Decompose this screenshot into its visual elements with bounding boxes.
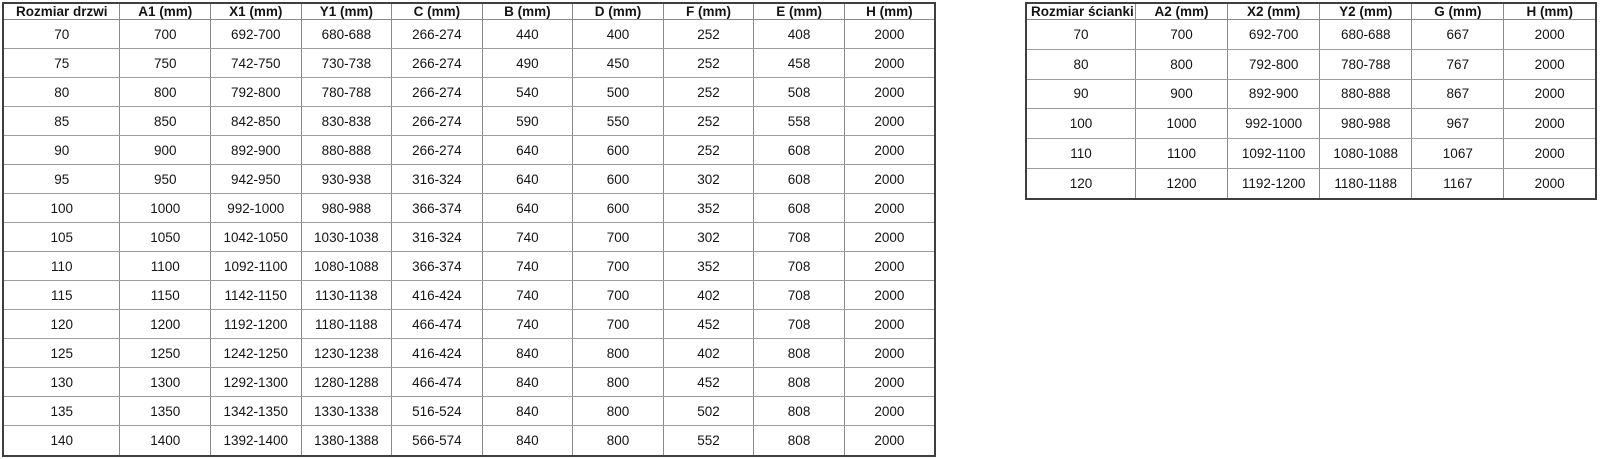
- table-row: [3, 165, 935, 194]
- table-cell: 110: [1026, 139, 1135, 169]
- table-cell: 366-374: [392, 252, 483, 281]
- table-cell: 2000: [844, 426, 935, 456]
- table-cell: 930-938: [301, 165, 392, 194]
- table-cell: 1150: [120, 281, 211, 310]
- table-cell: 892-900: [1228, 79, 1320, 109]
- table-cell: 140: [3, 426, 120, 456]
- table-cell: 708: [754, 223, 845, 252]
- table-cell: 640: [482, 136, 573, 165]
- column-header: X1 (mm): [211, 3, 302, 20]
- table-cell: 767: [1412, 49, 1504, 79]
- table-cell: 792-800: [211, 78, 302, 107]
- table-row: [3, 281, 935, 310]
- table-cell: 416-424: [392, 281, 483, 310]
- table-cell: 2000: [844, 252, 935, 281]
- table-cell: 2000: [844, 368, 935, 397]
- table-cell: 558: [754, 107, 845, 136]
- table-row: [3, 20, 935, 49]
- table-row: [1026, 109, 1596, 139]
- table-row: [3, 310, 935, 339]
- table-cell: 867: [1412, 79, 1504, 109]
- table-row: [3, 368, 935, 397]
- table-cell: 692-700: [211, 20, 302, 49]
- table-cell: 400: [573, 20, 664, 49]
- table-cell: 2000: [844, 194, 935, 223]
- table-cell: 2000: [1504, 79, 1596, 109]
- wall-sizes-table: [1025, 2, 1597, 200]
- table-cell: 100: [1026, 109, 1135, 139]
- table-row: [1026, 139, 1596, 169]
- table-cell: 1000: [1135, 109, 1227, 139]
- table-cell: 808: [754, 397, 845, 426]
- table-cell: 566-574: [392, 426, 483, 456]
- table-cell: 70: [1026, 20, 1135, 50]
- table-cell: 667: [1412, 20, 1504, 50]
- table-cell: 708: [754, 310, 845, 339]
- column-header: D (mm): [573, 3, 664, 20]
- table-cell: 1067: [1412, 139, 1504, 169]
- column-header: F (mm): [663, 3, 754, 20]
- table-cell: 1100: [1135, 139, 1227, 169]
- table-cell: 2000: [844, 223, 935, 252]
- table-cell: 2000: [844, 49, 935, 78]
- column-header: Rozmiar ścianki: [1026, 3, 1135, 20]
- table-cell: 700: [1135, 20, 1227, 50]
- table-cell: 992-1000: [211, 194, 302, 223]
- table-cell: 808: [754, 339, 845, 368]
- column-header: Y1 (mm): [301, 3, 392, 20]
- table-cell: 2000: [844, 78, 935, 107]
- table-row: [1026, 20, 1596, 50]
- table-cell: 1167: [1412, 168, 1504, 199]
- table-cell: 2000: [844, 165, 935, 194]
- table-cell: 440: [482, 20, 573, 49]
- table-cell: 1292-1300: [211, 368, 302, 397]
- table-cell: 730-738: [301, 49, 392, 78]
- column-header: Rozmiar drzwi: [3, 3, 120, 20]
- table-cell: 75: [3, 49, 120, 78]
- table-row: [3, 252, 935, 281]
- table-cell: 1200: [120, 310, 211, 339]
- column-header: A2 (mm): [1135, 3, 1227, 20]
- table-cell: 2000: [844, 310, 935, 339]
- table-cell: 842-850: [211, 107, 302, 136]
- table-cell: 266-274: [392, 136, 483, 165]
- table-cell: 416-424: [392, 339, 483, 368]
- table-cell: 552: [663, 426, 754, 456]
- table-cell: 608: [754, 136, 845, 165]
- table-row: [3, 194, 935, 223]
- table-cell: 500: [573, 78, 664, 107]
- column-header: H (mm): [1504, 3, 1596, 20]
- table-cell: 2000: [1504, 109, 1596, 139]
- table-cell: 450: [573, 49, 664, 78]
- table-cell: 266-274: [392, 49, 483, 78]
- table-cell: 830-838: [301, 107, 392, 136]
- table-cell: 900: [1135, 79, 1227, 109]
- table-cell: 1092-1100: [211, 252, 302, 281]
- table-cell: 252: [663, 78, 754, 107]
- table-cell: 680-688: [1320, 20, 1412, 50]
- table-cell: 1000: [120, 194, 211, 223]
- table-cell: 892-900: [211, 136, 302, 165]
- table-cell: 466-474: [392, 310, 483, 339]
- column-header: B (mm): [482, 3, 573, 20]
- table-cell: 2000: [844, 397, 935, 426]
- table-cell: 302: [663, 165, 754, 194]
- table-cell: 402: [663, 339, 754, 368]
- table-cell: 800: [573, 339, 664, 368]
- table-cell: 2000: [1504, 139, 1596, 169]
- table-cell: 640: [482, 165, 573, 194]
- table-row: [3, 136, 935, 165]
- table-cell: 740: [482, 310, 573, 339]
- table-cell: 740: [482, 252, 573, 281]
- table-cell: 1300: [120, 368, 211, 397]
- table-cell: 1100: [120, 252, 211, 281]
- table-cell: 490: [482, 49, 573, 78]
- table-cell: 808: [754, 368, 845, 397]
- table-cell: 2000: [844, 136, 935, 165]
- table-cell: 366-374: [392, 194, 483, 223]
- column-header: A1 (mm): [120, 3, 211, 20]
- table-row: [1026, 79, 1596, 109]
- table-cell: 90: [1026, 79, 1135, 109]
- table-cell: 252: [663, 136, 754, 165]
- table-cell: 1250: [120, 339, 211, 368]
- table-cell: 70: [3, 20, 120, 49]
- table-cell: 608: [754, 165, 845, 194]
- table-row: [1026, 49, 1596, 79]
- table-cell: 942-950: [211, 165, 302, 194]
- table-cell: 458: [754, 49, 845, 78]
- table-cell: 516-524: [392, 397, 483, 426]
- header-row: [1026, 3, 1596, 20]
- table-row: [1026, 168, 1596, 199]
- table-cell: 1192-1200: [211, 310, 302, 339]
- table-cell: 880-888: [301, 136, 392, 165]
- table-cell: 266-274: [392, 20, 483, 49]
- table-cell: 708: [754, 252, 845, 281]
- table-cell: 1242-1250: [211, 339, 302, 368]
- table-cell: 792-800: [1228, 49, 1320, 79]
- table-cell: 80: [1026, 49, 1135, 79]
- table-cell: 302: [663, 223, 754, 252]
- table-cell: 120: [3, 310, 120, 339]
- table-cell: 950: [120, 165, 211, 194]
- table-cell: 540: [482, 78, 573, 107]
- table-cell: 252: [663, 49, 754, 78]
- table-cell: 740: [482, 223, 573, 252]
- table-cell: 1130-1138: [301, 281, 392, 310]
- table-cell: 700: [573, 281, 664, 310]
- table-cell: 1330-1338: [301, 397, 392, 426]
- table-cell: 135: [3, 397, 120, 426]
- table-cell: 1080-1088: [1320, 139, 1412, 169]
- table-cell: 800: [573, 397, 664, 426]
- table-cell: 2000: [844, 107, 935, 136]
- table-cell: 808: [754, 426, 845, 456]
- table-cell: 1142-1150: [211, 281, 302, 310]
- table-cell: 550: [573, 107, 664, 136]
- table-cell: 1342-1350: [211, 397, 302, 426]
- door-sizes-table: [2, 2, 936, 457]
- table-cell: 2000: [844, 281, 935, 310]
- table-cell: 1030-1038: [301, 223, 392, 252]
- table-cell: 1180-1188: [301, 310, 392, 339]
- table-cell: 1350: [120, 397, 211, 426]
- table-cell: 800: [573, 426, 664, 456]
- table-cell: 105: [3, 223, 120, 252]
- table-row: [3, 107, 935, 136]
- table-cell: 120: [1026, 168, 1135, 199]
- table-cell: 85: [3, 107, 120, 136]
- table-cell: 700: [573, 252, 664, 281]
- table-cell: 2000: [1504, 49, 1596, 79]
- table-cell: 95: [3, 165, 120, 194]
- table-cell: 740: [482, 281, 573, 310]
- table-cell: 600: [573, 165, 664, 194]
- table-cell: 125: [3, 339, 120, 368]
- table-cell: 980-988: [1320, 109, 1412, 139]
- table-cell: 90: [3, 136, 120, 165]
- table-cell: 700: [120, 20, 211, 49]
- table-cell: 1400: [120, 426, 211, 456]
- table-cell: 130: [3, 368, 120, 397]
- table-cell: 1180-1188: [1320, 168, 1412, 199]
- table-cell: 967: [1412, 109, 1504, 139]
- table-cell: 1380-1388: [301, 426, 392, 456]
- table-cell: 1042-1050: [211, 223, 302, 252]
- column-header: X2 (mm): [1228, 3, 1320, 20]
- table-cell: 252: [663, 20, 754, 49]
- table-row: [3, 397, 935, 426]
- table-cell: 252: [663, 107, 754, 136]
- table-row: [3, 78, 935, 107]
- column-header: G (mm): [1412, 3, 1504, 20]
- column-header: Y2 (mm): [1320, 3, 1412, 20]
- table-cell: 850: [120, 107, 211, 136]
- table-cell: 2000: [844, 339, 935, 368]
- table-cell: 1050: [120, 223, 211, 252]
- table-cell: 1392-1400: [211, 426, 302, 456]
- table-cell: 1230-1238: [301, 339, 392, 368]
- column-header: H (mm): [844, 3, 935, 20]
- table-cell: 700: [573, 310, 664, 339]
- table-cell: 502: [663, 397, 754, 426]
- table-cell: 1080-1088: [301, 252, 392, 281]
- table-cell: 115: [3, 281, 120, 310]
- table-cell: 750: [120, 49, 211, 78]
- table-cell: 840: [482, 426, 573, 456]
- table-cell: 352: [663, 252, 754, 281]
- column-header: C (mm): [392, 3, 483, 20]
- table-cell: 316-324: [392, 223, 483, 252]
- table-cell: 992-1000: [1228, 109, 1320, 139]
- table-cell: 608: [754, 194, 845, 223]
- header-row: [3, 3, 935, 20]
- table-cell: 2000: [1504, 168, 1596, 199]
- table-cell: 352: [663, 194, 754, 223]
- table-cell: 980-988: [301, 194, 392, 223]
- table-cell: 408: [754, 20, 845, 49]
- table-cell: 680-688: [301, 20, 392, 49]
- table-cell: 840: [482, 339, 573, 368]
- table-cell: 2000: [1504, 20, 1596, 50]
- table-cell: 2000: [844, 20, 935, 49]
- table-cell: 840: [482, 397, 573, 426]
- table-cell: 640: [482, 194, 573, 223]
- table-cell: 1192-1200: [1228, 168, 1320, 199]
- table-row: [3, 49, 935, 78]
- table-cell: 800: [1135, 49, 1227, 79]
- table-cell: 590: [482, 107, 573, 136]
- table-cell: 452: [663, 368, 754, 397]
- table-cell: 110: [3, 252, 120, 281]
- table-cell: 780-788: [301, 78, 392, 107]
- table-cell: 600: [573, 194, 664, 223]
- table-row: [3, 339, 935, 368]
- table-cell: 840: [482, 368, 573, 397]
- table-cell: 266-274: [392, 107, 483, 136]
- table-row: [3, 426, 935, 456]
- table-cell: 800: [573, 368, 664, 397]
- table-cell: 452: [663, 310, 754, 339]
- table-cell: 1200: [1135, 168, 1227, 199]
- table-cell: 880-888: [1320, 79, 1412, 109]
- table-cell: 708: [754, 281, 845, 310]
- table-cell: 508: [754, 78, 845, 107]
- table-cell: 80: [3, 78, 120, 107]
- table-cell: 402: [663, 281, 754, 310]
- table-cell: 600: [573, 136, 664, 165]
- table-cell: 316-324: [392, 165, 483, 194]
- table-cell: 780-788: [1320, 49, 1412, 79]
- column-header: E (mm): [754, 3, 845, 20]
- table-cell: 900: [120, 136, 211, 165]
- table-cell: 1280-1288: [301, 368, 392, 397]
- table-cell: 742-750: [211, 49, 302, 78]
- table-cell: 1092-1100: [1228, 139, 1320, 169]
- table-cell: 100: [3, 194, 120, 223]
- table-cell: 800: [120, 78, 211, 107]
- table-cell: 692-700: [1228, 20, 1320, 50]
- table-cell: 266-274: [392, 78, 483, 107]
- table-cell: 700: [573, 223, 664, 252]
- table-cell: 466-474: [392, 368, 483, 397]
- table-row: [3, 223, 935, 252]
